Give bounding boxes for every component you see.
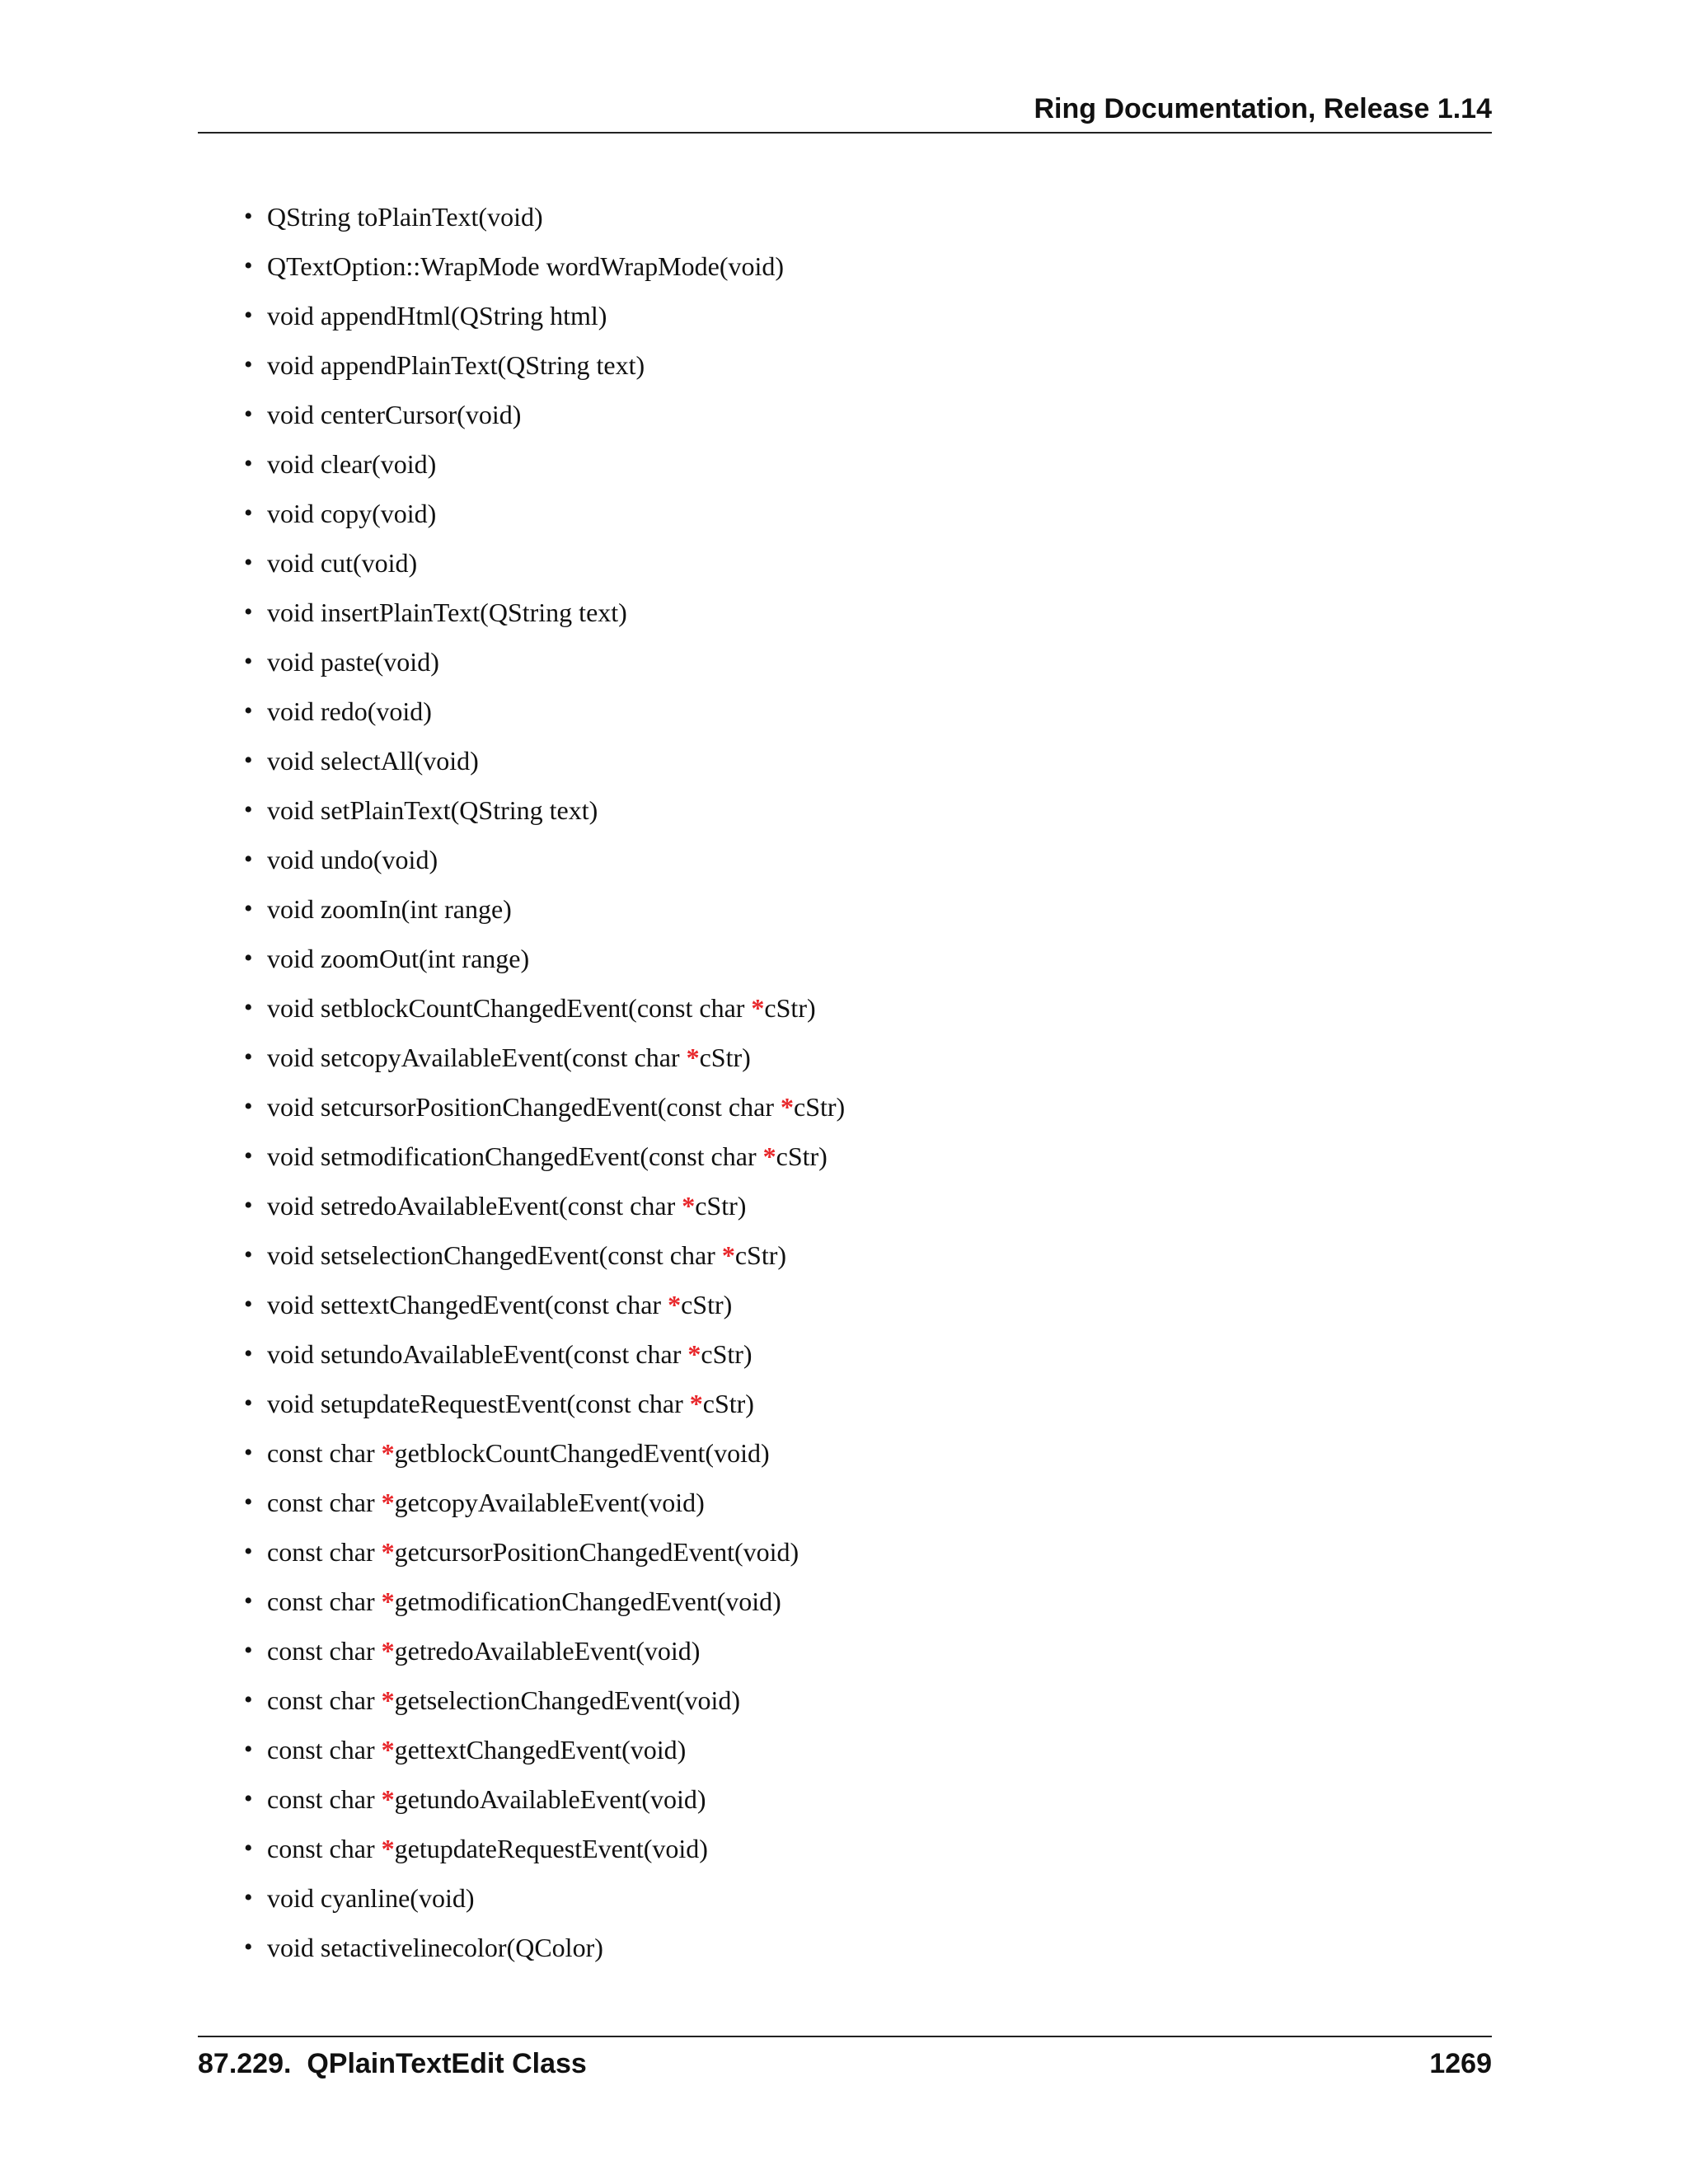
pointer-asterisk: *: [381, 1636, 395, 1666]
method-item: [244, 1633, 845, 1683]
pointer-asterisk: *: [687, 1339, 701, 1369]
pointer-asterisk: *: [686, 1043, 700, 1072]
method-item: [244, 1485, 845, 1535]
bullet-icon: •: [244, 1933, 253, 1961]
method-text-tail: getundoAvailableEvent(void): [394, 1784, 706, 1814]
method-text-tail: getblockCountChangedEvent(void): [394, 1438, 770, 1468]
pointer-asterisk: *: [751, 993, 765, 1023]
bullet-icon: •: [244, 1142, 253, 1169]
bullet-icon: •: [244, 549, 253, 576]
method-text-tail: getmodificationChangedEvent(void): [394, 1586, 781, 1616]
method-item: [244, 1584, 845, 1633]
method-text: const char: [267, 1438, 382, 1468]
method-text: void setundoAvailableEvent(const char: [267, 1339, 688, 1369]
method-item: [244, 1930, 845, 1980]
pointer-asterisk: *: [381, 1784, 395, 1814]
method-text-tail: cStr): [793, 1092, 846, 1122]
pointer-asterisk: *: [381, 1834, 395, 1863]
bullet-icon: •: [244, 499, 253, 527]
method-text: const char: [267, 1784, 382, 1814]
method-text: void insertPlainText(QString text): [267, 598, 627, 627]
pointer-asterisk: *: [381, 1735, 395, 1765]
method-text: QTextOption::WrapMode wordWrapMode(void): [267, 251, 785, 281]
method-text: void setmodificationChangedEvent(const char: [267, 1141, 763, 1171]
method-text: void settextChangedEvent(const char: [267, 1290, 668, 1319]
bullet-icon: •: [244, 1785, 253, 1812]
method-text-tail: cStr): [699, 1043, 751, 1072]
bullet-icon: •: [244, 796, 253, 823]
method-item: [244, 793, 845, 842]
method-text: const char: [267, 1735, 382, 1765]
method-text: void zoomOut(int range): [267, 944, 530, 973]
method-text: void setcopyAvailableEvent(const char: [267, 1043, 687, 1072]
method-item: [244, 1287, 845, 1337]
method-item: [244, 1188, 845, 1238]
bullet-icon: •: [244, 944, 253, 972]
bullet-icon: •: [244, 401, 253, 428]
method-item: [244, 1683, 845, 1732]
method-text: void zoomIn(int range): [267, 894, 512, 924]
bullet-icon: •: [244, 1587, 253, 1615]
pointer-asterisk: *: [682, 1191, 696, 1221]
method-text: void setredoAvailableEvent(const char: [267, 1191, 682, 1221]
method-item: [244, 447, 845, 496]
method-text: void appendPlainText(QString text): [267, 350, 645, 380]
method-text-tail: cStr): [776, 1141, 828, 1171]
method-text: void copy(void): [267, 499, 437, 528]
method-text: void setupdateRequestEvent(const char: [267, 1389, 690, 1418]
method-text: void paste(void): [267, 647, 439, 677]
bullet-icon: •: [244, 1884, 253, 1911]
bullet-icon: •: [244, 1439, 253, 1466]
method-text: void selectAll(void): [267, 746, 479, 776]
method-item: [244, 348, 845, 397]
bullet-icon: •: [244, 747, 253, 774]
pointer-asterisk: *: [381, 1438, 395, 1468]
method-item: [244, 743, 845, 793]
method-text: void centerCursor(void): [267, 400, 522, 429]
method-item: [244, 941, 845, 991]
method-text: void setcursorPositionChangedEvent(const char: [267, 1092, 781, 1122]
pointer-asterisk: *: [381, 1537, 395, 1567]
bullet-icon: •: [244, 1736, 253, 1763]
method-item: [244, 1436, 845, 1485]
method-text: const char: [267, 1586, 382, 1616]
method-item: [244, 298, 845, 348]
bullet-icon: •: [244, 450, 253, 477]
method-item: [244, 1090, 845, 1139]
pointer-asterisk: *: [689, 1389, 703, 1418]
method-item: [244, 842, 845, 892]
method-text: void undo(void): [267, 845, 438, 874]
page-footer: [198, 2036, 1492, 2087]
bullet-icon: •: [244, 1835, 253, 1862]
method-text-tail: cStr): [681, 1290, 733, 1319]
method-item: [244, 1386, 845, 1436]
method-list: [244, 199, 845, 1980]
bullet-icon: •: [244, 203, 253, 230]
bullet-icon: •: [244, 1192, 253, 1219]
bullet-icon: •: [244, 1637, 253, 1664]
bullet-icon: •: [244, 1093, 253, 1120]
method-text-tail: cStr): [764, 993, 816, 1023]
method-item: [244, 1535, 845, 1584]
method-item: [244, 892, 845, 941]
method-item: [244, 199, 845, 249]
bullet-icon: •: [244, 648, 253, 675]
page-number: 1269: [1429, 2048, 1492, 2079]
bullet-icon: •: [244, 1488, 253, 1516]
method-text-tail: gettextChangedEvent(void): [394, 1735, 687, 1765]
method-item: [244, 249, 845, 298]
bullet-icon: •: [244, 1686, 253, 1713]
pointer-asterisk: *: [721, 1240, 735, 1270]
method-text-tail: getupdateRequestEvent(void): [394, 1834, 708, 1863]
bullet-icon: •: [244, 895, 253, 922]
method-item: [244, 1782, 845, 1831]
pointer-asterisk: *: [381, 1488, 395, 1517]
method-item: [244, 397, 845, 447]
bullet-icon: •: [244, 697, 253, 724]
method-text-tail: cStr): [701, 1339, 753, 1369]
bullet-icon: •: [244, 252, 253, 279]
bullet-icon: •: [244, 1340, 253, 1367]
method-item: [244, 991, 845, 1040]
method-text-tail: cStr): [734, 1240, 787, 1270]
method-text: QString toPlainText(void): [267, 202, 543, 232]
method-item: [244, 1040, 845, 1090]
method-text: void setblockCountChangedEvent(const char: [267, 993, 752, 1023]
bullet-icon: •: [244, 994, 253, 1021]
method-item: [244, 1732, 845, 1782]
method-item: [244, 1337, 845, 1386]
bullet-icon: •: [244, 1390, 253, 1417]
section-title: 87.229. QPlainTextEdit Class: [198, 2048, 587, 2079]
method-item: [244, 546, 845, 595]
method-text: void appendHtml(QString html): [267, 301, 607, 330]
bullet-icon: •: [244, 302, 253, 329]
method-text: const char: [267, 1685, 382, 1715]
method-text: const char: [267, 1636, 382, 1666]
bullet-icon: •: [244, 1291, 253, 1318]
bullet-icon: •: [244, 1043, 253, 1071]
method-text: void setPlainText(QString text): [267, 795, 598, 825]
pointer-asterisk: *: [762, 1141, 776, 1171]
method-item: [244, 595, 845, 644]
bullet-icon: •: [244, 1241, 253, 1268]
method-text-tail: getcursorPositionChangedEvent(void): [394, 1537, 799, 1567]
method-item: [244, 1238, 845, 1287]
method-text: void cyanline(void): [267, 1883, 475, 1913]
method-item: [244, 1139, 845, 1188]
method-item: [244, 694, 845, 743]
method-item: [244, 1831, 845, 1881]
bullet-icon: •: [244, 846, 253, 873]
method-text-tail: cStr): [695, 1191, 747, 1221]
method-text: const char: [267, 1537, 382, 1567]
method-text: void setselectionChangedEvent(const char: [267, 1240, 722, 1270]
method-text-tail: getselectionChangedEvent(void): [394, 1685, 741, 1715]
pointer-asterisk: *: [381, 1586, 395, 1616]
bullet-icon: •: [244, 351, 253, 378]
method-text: void setactivelinecolor(QColor): [267, 1933, 603, 1962]
method-text: void clear(void): [267, 449, 437, 479]
pointer-asterisk: *: [780, 1092, 794, 1122]
running-title: Ring Documentation, Release 1.14: [1034, 93, 1492, 124]
page-header: [198, 92, 1492, 134]
method-item: [244, 1881, 845, 1930]
method-text: const char: [267, 1834, 382, 1863]
method-text: void redo(void): [267, 696, 432, 726]
method-text: void cut(void): [267, 548, 418, 578]
method-item: [244, 644, 845, 694]
method-text: const char: [267, 1488, 382, 1517]
bullet-icon: •: [244, 1538, 253, 1565]
pointer-asterisk: *: [381, 1685, 395, 1715]
bullet-icon: •: [244, 598, 253, 626]
method-text-tail: getredoAvailableEvent(void): [394, 1636, 701, 1666]
pointer-asterisk: *: [668, 1290, 682, 1319]
method-text-tail: cStr): [702, 1389, 754, 1418]
method-text-tail: getcopyAvailableEvent(void): [394, 1488, 705, 1517]
method-item: [244, 496, 845, 546]
